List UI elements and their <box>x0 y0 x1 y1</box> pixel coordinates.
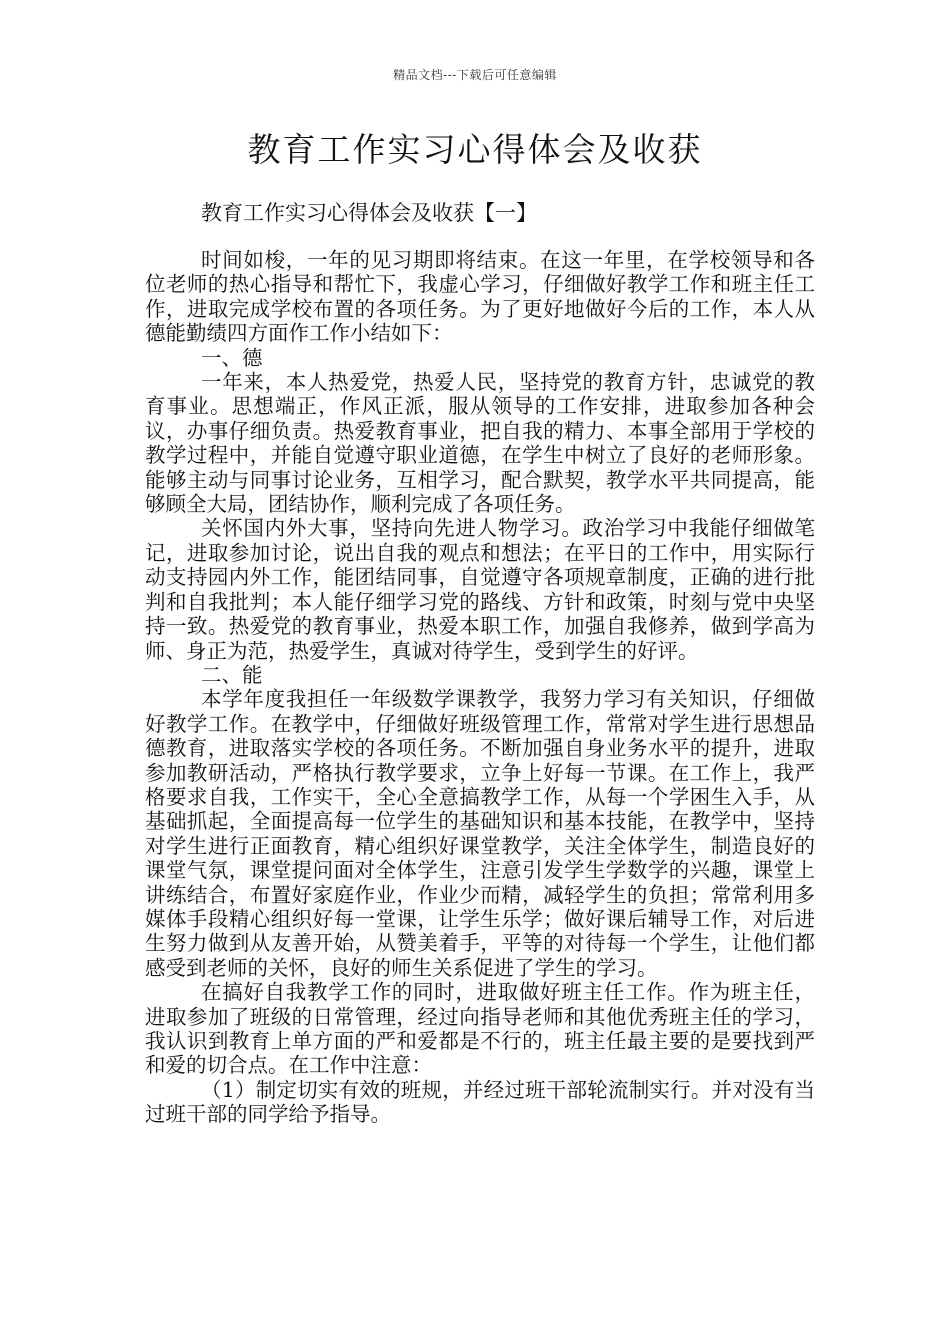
paragraph-intro: 时间如梭，一年的见习期即将结束。在这一年里，在学校领导和各位老师的热心指导和帮忙下，我虚心学习，仔细做好教学工作和班主任工作，进取完成学校布置的各项任务。为了更好地做好今后的工作，本人从德能勤绩四方面作工作小结如下： <box>145 248 815 346</box>
section-heading-de: 一、德 <box>201 345 263 370</box>
document-subtitle: 教育工作实习心得体会及收获【一】 <box>201 201 537 225</box>
paragraph-neng-1: 本学年度我担任一年级数学课教学，我努力学习有关知识，仔细做好教学工作。在教学中，仔细做好班级管理工作，常常对学生进行思想品德教育，进取落实学校的各项任务。不断加强自身业务水平的提升，进取参加教研活动，严格执行教学要求，立争上好每一节课。在工作上，我严格要求自我，工作实干，全心全意搞教学工作，从每一个学困生入手，从基础抓起，全面提高每一位学生的基础知识和基本技能，在教学中，坚持对学生进行正面教育，精心组织好课堂教学，关注全体学生，制造良好的课堂气氛，课堂提问面对全体学生，注意引发学生学数学的兴趣，课堂上讲练结合，布置好家庭作业，作业少而精，减轻学生的负担；常常利用多媒体手段精心组织好每一堂课，让学生乐学；做好课后辅导工作，对后进生努力做到从友善开始，从赞美着手，平等的对待每一个学生，让他们都感受到老师的关怀，良好的师生关系促进了学生的学习。 <box>145 687 815 980</box>
page-header: 精品文档---下载后可任意编辑 <box>393 68 557 82</box>
document-body <box>145 248 815 1127</box>
document-title: 教育工作实习心得体会及收获 <box>247 130 703 169</box>
paragraph-neng-3: （1）制定切实有效的班规，并经过班干部轮流制实行。并对没有当过班干部的同学给予指导。 <box>145 1077 815 1127</box>
paragraph-neng-2: 在搞好自我教学工作的同时，进取做好班主任工作。作为班主任，进取参加了班级的日常管理，经过向指导老师和其他优秀班主任的学习，我认识到教育上单方面的严和爱都是不行的，班主任最主要的是要找到严和爱的切合点。在工作中注意： <box>145 980 815 1078</box>
section-heading-neng: 二、能 <box>201 662 263 687</box>
paragraph-de-1: 一年来，本人热爱党，热爱人民，坚持党的教育方针，忠诚党的教育事业。思想端正，作风正派，服从领导的工作安排，进取参加各种会议，办事仔细负责。热爱教育事业，把自我的精力、本事全部用于学校的教学过程中，并能自觉遵守职业道德，在学生中树立了良好的老师形象。能够主动与同事讨论业务，互相学习，配合默契，教学水平共同提高，能够顾全大局，团结协作，顺利完成了各项任务。 <box>145 370 815 517</box>
paragraph-de-2: 关怀国内外大事，坚持向先进人物学习。政治学习中我能仔细做笔记，进取参加讨论，说出自我的观点和想法；在平日的工作中，用实际行动支持园内外工作，能团结同事，自觉遵守各项规章制度，正确的进行批判和自我批判；本人能仔细学习党的路线、方针和政策，时刻与党中央坚持一致。热爱党的教育事业，热爱本职工作，加强自我修养，做到学高为师、身正为范，热爱学生，真诚对待学生，受到学生的好评。 <box>145 516 815 663</box>
